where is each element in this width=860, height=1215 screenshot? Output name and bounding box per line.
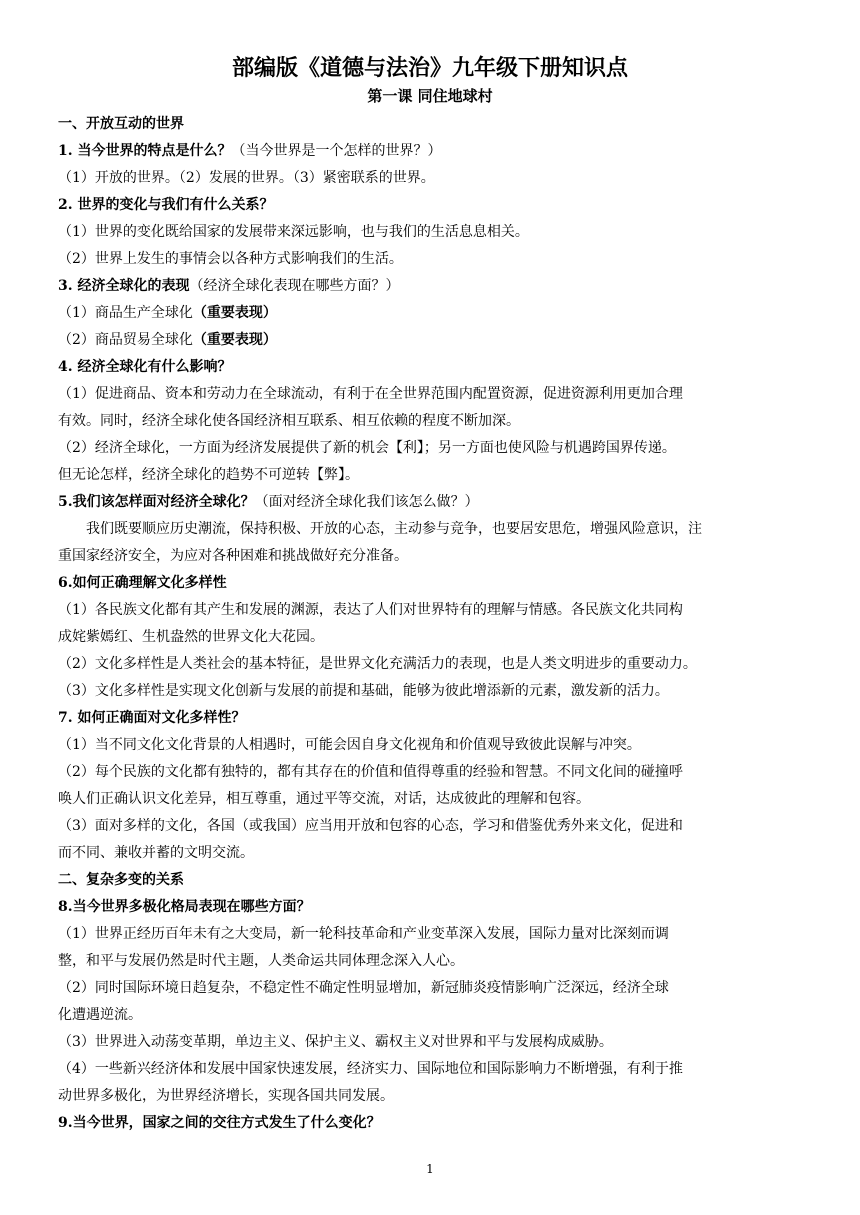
answer-line: 成姹紫嫣红、生机盎然的世界文化大花园。 — [58, 629, 324, 645]
question-title: 1. 当今世界的特点是什么？ — [58, 143, 232, 159]
section-heading: 二、复杂多变的关系 — [58, 872, 184, 888]
answer-line: （2）同时国际环境日趋复杂，不稳定性不确定性明显增加，新冠肺炎疫情影响广泛深远，经济全球 — [58, 980, 669, 996]
answer-line: （1）促进商品、资本和劳动力在全球流动，有利于在全世界范围内配置资源，促进资源利用更加合理 — [58, 386, 683, 402]
answer-line: 而不同、兼收并蓄的文明交流。 — [58, 845, 254, 861]
answer-line: 有效。同时，经济全球化使各国经济相互联系、相互依赖的程度不断加深。 — [58, 413, 520, 429]
question-heading — [58, 489, 802, 516]
answer-line: （1）世界正经历百年未有之大变局，新一轮科技革命和产业变革深入发展，国际力量对比深刻而调 — [58, 926, 669, 942]
lesson-subtitle: 第一课 同住地球村 — [367, 87, 493, 105]
section-heading: 一、开放互动的世界 — [58, 116, 184, 132]
question-title: 3. 经济全球化的表现 — [58, 278, 190, 294]
answer-line: （2）经济全球化，一方面为经济发展提供了新的机会【利】；另一方面也使风险与机遇跨国界传递。 — [58, 440, 676, 456]
answer-line — [58, 300, 802, 327]
answer-line: 化遭遇逆流。 — [58, 1007, 142, 1023]
question-heading: 7. 如何正确面对文化多样性？ — [58, 710, 246, 726]
answer-line: （1）开放的世界。（2）发展的世界。（3）紧密联系的世界。 — [58, 170, 435, 186]
answer-line: （3）面对多样的文化，各国（或我国）应当用开放和包容的心态，学习和借鉴优秀外来文化，促进和 — [58, 818, 683, 834]
question-heading: 4. 经济全球化有什么影响？ — [58, 359, 232, 375]
answer-line: （1）世界的变化既给国家的发展带来深远影响，也与我们的生活息息相关。 — [58, 224, 529, 240]
answer-line: 唤人们正确认识文化差异，相互尊重，通过平等交流，对话，达成彼此的理解和包容。 — [58, 791, 590, 807]
answer-line: （3）世界进入动荡变革期，单边主义、保护主义、霸权主义对世界和平与发展构成威胁。 — [58, 1034, 613, 1050]
emphasis-text: （重要表现） — [192, 332, 277, 348]
answer-line: （1）各民族文化都有其产生和发展的渊源，表达了人们对世界特有的理解与情感。各民族文化共同构 — [58, 602, 683, 618]
question-note: （面对经济全球化我们该怎么做？） — [254, 494, 479, 510]
answer-text: （1）商品生产全球化 — [58, 305, 193, 321]
answer-line: （2）文化多样性是人类社会的基本特征，是世界文化充满活力的表现，也是人类文明进步的重要动力。 — [58, 656, 697, 672]
question-heading: 8.当今世界多极化格局表现在哪些方面？ — [58, 899, 311, 915]
document-title: 部编版《道德与法治》九年级下册知识点 — [231, 55, 628, 81]
question-heading: 6.如何正确理解文化多样性 — [58, 575, 227, 591]
answer-line: 重国家经济安全，为应对各种困难和挑战做好充分准备。 — [58, 548, 408, 564]
answer-line: 整，和平与发展仍然是时代主题，人类命运共同体理念深入人心。 — [58, 953, 464, 969]
answer-line: （3）文化多样性是实现文化创新与发展的前提和基础，能够为彼此增添新的元素，激发新的活力。 — [58, 683, 669, 699]
question-title: 5.我们该怎样面对经济全球化？ — [58, 494, 255, 510]
answer-line: （2）世界上发生的事情会以各种方式影响我们的生活。 — [58, 251, 403, 267]
answer-line: 但无论怎样，经济全球化的趋势不可逆转【弊】。 — [58, 467, 359, 483]
question-heading: 2. 世界的变化与我们有什么关系？ — [58, 197, 274, 213]
answer-text: （2）商品贸易全球化 — [58, 332, 193, 348]
answer-line: （4）一些新兴经济体和发展中国家快速发展，经济实力、国际地位和国际影响力不断增强，有利于推 — [58, 1061, 683, 1077]
answer-line: （2）每个民族的文化都有独特的，都有其存在的价值和值得尊重的经验和智慧。不同文化间的碰撞呼 — [58, 764, 683, 780]
question-heading — [58, 273, 802, 300]
question-heading — [58, 138, 802, 165]
answer-line: 动世界多极化，为世界经济增长，实现各国共同发展。 — [58, 1088, 394, 1104]
page-number: 1 — [426, 1162, 434, 1176]
answer-line: （1）当不同文化文化背景的人相遇时，可能会因自身文化视角和价值观导致彼此误解与冲突。 — [58, 737, 641, 753]
document-body — [58, 111, 802, 1137]
question-note: （当今世界是一个怎样的世界？） — [231, 143, 442, 159]
question-heading: 9.当今世界，国家之间的交往方式发生了什么变化？ — [58, 1115, 381, 1131]
emphasis-text: （重要表现） — [192, 305, 277, 321]
answer-line: 我们既要顺应历史潮流，保持积极、开放的心态，主动参与竞争，也要居安思危，增强风险意识，注 — [86, 521, 702, 537]
answer-line — [58, 327, 802, 354]
question-note: （经济全球化表现在哪些方面？） — [189, 278, 400, 294]
